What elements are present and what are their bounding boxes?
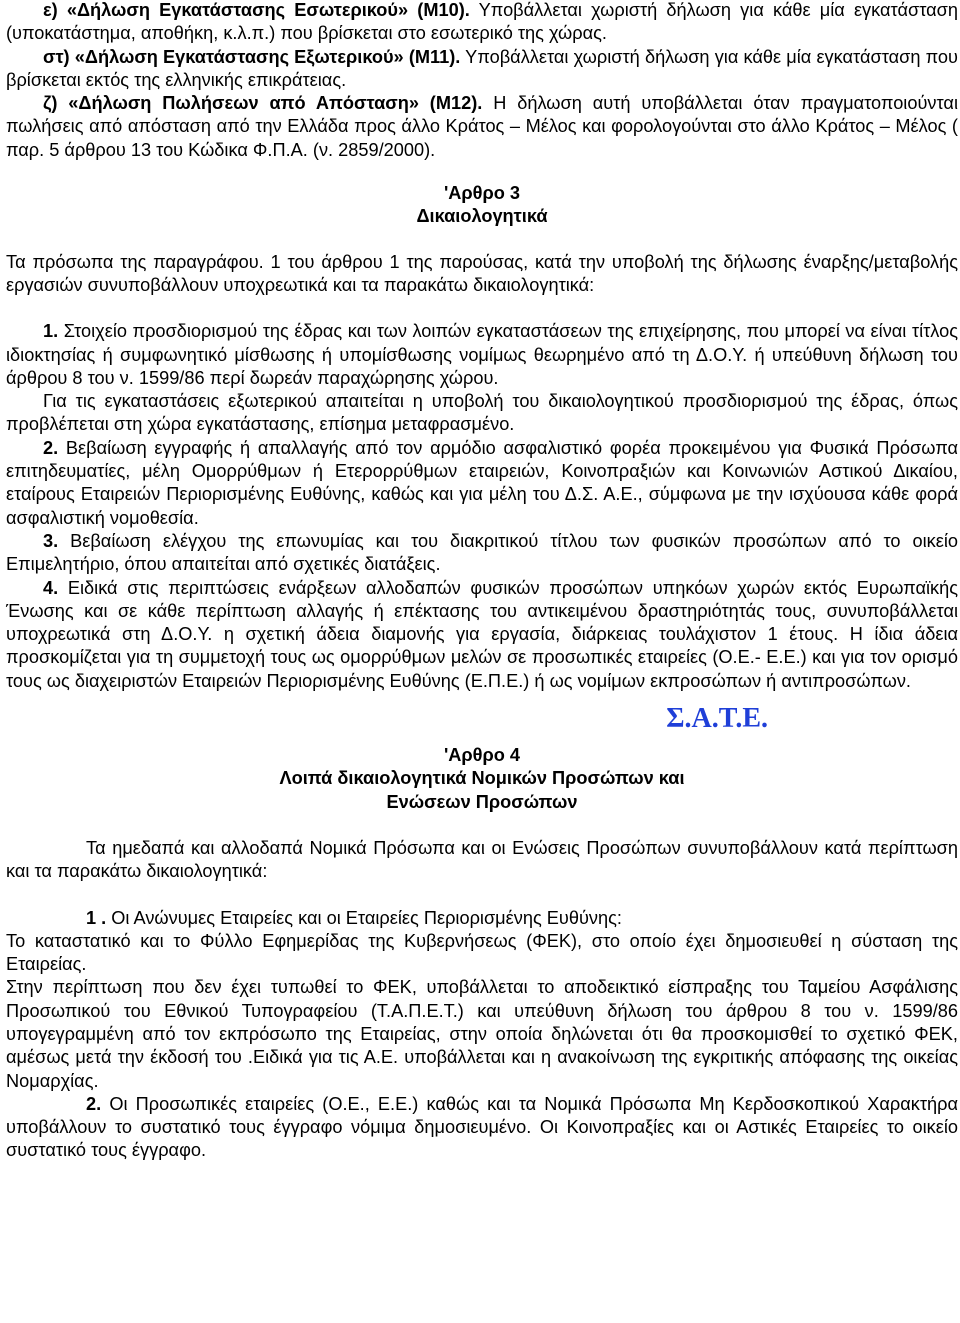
article4-item-1-p1: Το καταστατικό και το Φύλλο Εφημερίδας της Κυβερνήσεως (ΦΕΚ), στο οποίο έχει δημοσιευθεί η σύσταση της Εταιρείας. xyxy=(6,930,958,975)
article4-title: 'Αρθρο 4 xyxy=(443,745,521,766)
article4-subtitle-2: Ενώσεων Προσώπων xyxy=(386,791,578,812)
article3-item-1: 1. Στοιχείο προσδιορισμού της έδρας και των λοιπών εγκαταστάσεων της επιχείρησης, που μπορεί να είναι τίτλος ιδιοκτησίας ή συμφωνητικό μίσθωσης ή υπομίσθωσης νομίμως θεωρημένο από τη Δ.Ο.Υ. ή υπεύθυνη δήλωση του άρθρου 8 του ν. 1599/86 περί δωρεάν παραχώρησης χώρου. xyxy=(6,321,958,388)
article3-item-2: 2. Βεβαίωση εγγραφής ή απαλλαγής από τον αρμόδιο ασφαλιστικό φορέα προκειμένου για Φυσικά Πρόσωπα επιτηδευματίες, μέλη Ομορρύθμων ή Ετερορρύθμων εταιρειών, Κοινοπραξιών και Κοινωνιών Αστικού Δικαίου, εταίρους Εταιρειών Περιορισμένης Ευθύνης, καθώς και για μέλη του Δ.Σ. Α.Ε., σύμφωνα με την ισχύουσα κάθε φορά ασφαλιστική νομοθεσία. xyxy=(6,437,958,528)
article3-intro: Τα πρόσωπα της παραγράφου. 1 του άρθρου 1 της παρούσας, κατά την υποβολή της δήλωσης έναρξης/μεταβολής εργασιών συνυποβάλλουν υποχρεωτικά και τα παρακάτω δικαιολογητικά: xyxy=(6,251,958,295)
sate-watermark: Σ.Α.Τ.Ε. xyxy=(666,703,768,735)
article3-item-3: 3. Βεβαίωση ελέγχου της επωνυμίας και του διακριτικού τίτλου των φυσικών προσώπων από το οικείο Επιμελητήριο, όπου απαιτείται από σχετικές διατάξεις. xyxy=(6,530,958,575)
watermark-row xyxy=(6,702,958,744)
article4-item-2: 2. Οι Προσωπικές εταιρείες (Ο.Ε., Ε.Ε.) καθώς και τα Νομικά Πρόσωπα Μη Κερδοσκοπικού Χαρακτήρα υποβάλλουν το συστατικό τους έγγραφο νόμιμα δημοσιευμένο. Οι Κοινοπραξίες και οι Αστικές Εταιρείες το οικείο συστατικό τους έγγραφο. xyxy=(6,1093,958,1161)
article4-item-1: 1 . Οι Ανώνυμες Εταιρείες και οι Εταιρείες Περιορισμένης Ευθύνης: xyxy=(86,907,622,928)
form-m10-label: ε) «Δήλωση Εγκατάστασης Εσωτερικού» (Μ10). xyxy=(43,0,470,20)
item-number: 3. xyxy=(43,530,59,551)
document-page xyxy=(6,0,958,1163)
item-number: 1 . xyxy=(86,907,107,928)
item-number: 2. xyxy=(43,437,59,458)
article4-item-1-p2: Στην περίπτωση που δεν έχει τυπωθεί το ΦΕΚ, υποβάλλεται το αποδεικτικό είσπραξης του Ταμείου Ασφάλισης Προσωπικού του Εθνικού Τυπογραφείου (Τ.Α.Π.Ε.Τ.) και υπεύθυνη δήλωση του άρθρου 8 του ν. 1599/86 υπογεγραμμένη από τον εκπρόσωπο της Εταιρείας, στην οποία δηλώνεται ότι θα προσκομισθεί το σχετικό ΦΕΚ, αμέσως μετά την έκδοσή του .Ειδικά για τις Α.Ε. υποβάλλεται και η ανακοίνωση της εγκριτικής απόφασης της οικείας Νομαρχίας. xyxy=(6,977,958,1091)
paragraph-e: ε) «Δήλωση Εγκατάστασης Εσωτερικού» (Μ10). Υποβάλλεται χωριστή δήλωση για κάθε μία εγκατάσταση (υποκατάστημα, αποθήκη, κ.λ.π.) που βρίσκεται στο εσωτερικό της χώρας. xyxy=(6,0,958,44)
paragraph-st: στ) «Δήλωση Εγκατάστασης Εξωτερικού» (Μ11). Υποβάλλεται χωριστή δήλωση για κάθε μία εγκατάσταση που βρίσκεται εκτός της ελληνικής επικράτειας. xyxy=(6,46,958,90)
article4-subtitle-1: Λοιπά δικαιολογητικά Νομικών Προσώπων και xyxy=(279,768,685,789)
item-number: 4. xyxy=(43,577,59,598)
article3-item-1-foreign: Για τις εγκαταστάσεις εξωτερικού απαιτείται η υποβολή του δικαιολογητικού προσδιορισμού της έδρας, όπως προβλέπεται στη χώρα εγκατάστασης, επίσημα μεταφρασμένο. xyxy=(6,391,958,435)
form-m12-label: ζ) «Δήλωση Πωλήσεων από Απόσταση» (Μ12). xyxy=(43,93,483,114)
article3-subtitle: Δικαιολογητικά xyxy=(416,206,548,227)
article3-item-4: 4. Ειδικά στις περιπτώσεις ενάρξεων αλλοδαπών φυσικών προσώπων υπηκόων χωρών εκτός Ευρωπαϊκής Ένωσης και σε κάθε περίπτωση αλλαγής ή επέκτασης του αντικειμένου δραστηριότητάς τους, συνυποβάλλεται υποχρεωτικά στη Δ.Ο.Υ. η σχετική άδεια διαμονής για εργασία, διάρκειας τουλάχιστον 1 έτους. Η ίδια άδεια προσκομίζεται για τη συμμετοχή τους ως ομορρύθμων μελών σε προσωπικές εταιρείες (Ο.Ε.- Ε.Ε.) και για τον ορισμό τους ως διαχειριστών Εταιρειών Περιορισμένης Ευθύνης (Ε.Π.Ε.) ή ως νομίμων εκπροσώπων ή αντιπροσώπων. xyxy=(6,577,958,691)
article3-title: 'Αρθρο 3 xyxy=(443,183,521,204)
form-m11-label: στ) «Δήλωση Εγκατάστασης Εξωτερικού» (Μ11). xyxy=(43,46,461,67)
article4-intro: Τα ημεδαπά και αλλοδαπά Νομικά Πρόσωπα και οι Ενώσεις Προσώπων συνυποβάλλουν κατά περίπτωση και τα παρακάτω δικαιολογητικά: xyxy=(6,837,958,882)
paragraph-z: ζ) «Δήλωση Πωλήσεων από Απόσταση» (Μ12). Η δήλωση αυτή υποβάλλεται όταν πραγματοποιούνται πωλήσεις από απόσταση από την Ελλάδα προς άλλο Κράτος – Μέλος και φορολογούνται στο άλλο Κράτος – Μέλος ( παρ. 5 άρθρου 13 του Κώδικα Φ.Π.Α. (ν. 2859/2000). xyxy=(6,93,958,160)
item-number: 1. xyxy=(43,321,59,342)
item-number: 2. xyxy=(86,1093,102,1114)
